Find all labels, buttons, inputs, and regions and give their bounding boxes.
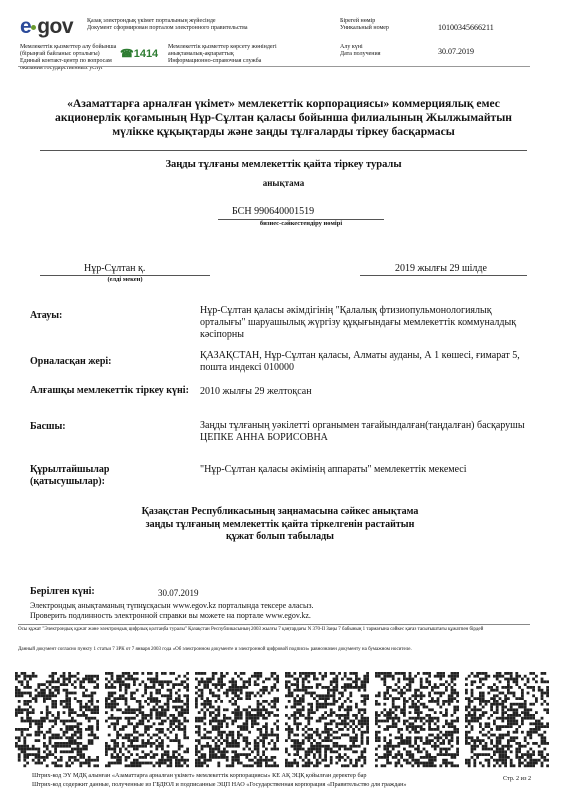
law-text-ru: Данный документ согласно пункту 1 статьи 7 ЗРК от 7 января 2003 года «Об электронном документе и электронной цифровой подписи» равнозначен документу на бумажном носителе. — [18, 647, 412, 652]
contact-center-text: Мемлекеттік қызметтер алу бойынша (бірыңғай байланыс орталығы) Единый контакт-центр по вопросам оказания государственных услуг — [20, 44, 117, 71]
header-divider — [18, 66, 530, 67]
barcode-note-ru: Штрих-код содержит данные, полученные из ГБДЮЛ и подписанные ЭЦП НАО «Государственная корпорация «Правительство для граждан» — [32, 781, 407, 788]
founders-label: Құрылтайшылар (қатысушылар): — [30, 464, 110, 487]
qr-code-4 — [285, 672, 369, 767]
doc-title-2: анықтама — [262, 178, 305, 188]
qr-code-6 — [465, 672, 549, 767]
first-reg-label: Алғашқы мемлекеттік тіркеу күні: — [30, 385, 189, 396]
receive-date: 30.07.2019 — [438, 47, 474, 56]
name-value: Нұр-Сұлтан қаласы әкімдігінің "Қалалық фтизиопульмонологиялық орталығы" шаруашылық жүргізу құқығындағы мемлекеттік коммуналдық кәсіпорны — [200, 305, 517, 340]
title-divider — [40, 150, 527, 151]
info-service-text: Мемлекеттік қызметтер көрсету жөніндегі анықтамалық-ақпараттық Информационно-справочная служба — [168, 44, 277, 64]
head-value: Заңды тұлғаның уәкілетті органымен тағайындалған(таңдалған) басқарушы ЦЕПКЕ АННА БОРИСОВНА — [200, 420, 525, 443]
qr-code-2 — [105, 672, 189, 767]
confirmation-text: Қазақстан Республикасының заңнамасына сәйкес анықтама заңды тұлғаның мемлекеттік қайта тіркелгенін растайтын құжат болып табылады — [141, 506, 419, 542]
qr-code-1 — [15, 672, 99, 767]
location-value: ҚАЗАҚСТАН, Нұр-Сұлтан қаласы, Алматы ауданы, А 1 көшесі, ғимарат 5, пошта индексі 010000 — [200, 350, 520, 373]
founders-value: "Нұр-Сұлтан қаласы әкімінің аппараты" мемлекеттік мекемесі — [200, 464, 467, 475]
head-label: Басшы: — [30, 421, 66, 432]
bin: БСН 990640001519 — [232, 206, 315, 217]
given-date: 30.07.2019 — [158, 588, 199, 598]
check-text: Электрондық анықтаманың түпнұсқасын www.egov.kz порталында тексере аласыз. Проверить подлинность электронной справки вы можете на портале www.egov.kz. — [30, 601, 314, 620]
place-caption: (елді мекен) — [107, 276, 143, 283]
qr-code-strip — [15, 672, 552, 770]
egov-logo: e gov — [20, 15, 74, 38]
reg-number: 10100345666211 — [438, 23, 494, 32]
issue-date-line — [360, 275, 527, 276]
qr-code-3 — [195, 672, 279, 767]
portal-text: Қазақ электрондық үкімет порталының жүйесінде Документ сформирован порталом электронного правительства — [87, 18, 248, 31]
date-label: Алу күні Дата получения — [340, 44, 381, 57]
reg-number-label: Бірегей нөмір Уникальный номер — [340, 18, 389, 31]
page-number: Стр. 2 из 2 — [503, 775, 532, 782]
doc-title-1: Заңды тұлғаны мемлекеттік қайта тіркеу туралы — [165, 159, 402, 170]
location-label: Орналасқан жері: — [30, 356, 112, 367]
footer-divider — [18, 624, 530, 625]
name-label: Атауы: — [30, 310, 63, 321]
given-label: Берілген күні: — [30, 586, 95, 597]
place: Нұр-Сұлтан қ. — [84, 263, 146, 274]
qr-code-5 — [375, 672, 459, 767]
barcode-note-kz: Штрих-код ЭҮ МДҚ алынған «Азаматтарға арналған үкімет» мемлекеттік корпорациясы» КЕ АҚ ЭЦҚ қойылған деректер бар — [32, 772, 367, 779]
bin-caption: бизнес-сәйкестендіру нөмірі — [259, 220, 343, 227]
authority-title: «Азаматтарға арналған үкімет» мемлекеттік корпорациясы» коммерциялық емес акционерлік қоғамының Нұр-Сұлтан қаласы бойынша филиалының Жылжымайтын мүлікке құқықтарды және заңды тұлғаларды тіркеу басқармасы — [55, 97, 512, 138]
law-text-kz: Осы құжат "Электрондық құжат және электрондық цифрлық қолтаңба туралы" Қазақстан Республикасының 2003 жылғы 7 қаңтардағы N 370-II Заңы 7 бабының 1 тармағына сәйкес қағаз тасығыштағы құжатпен бірдей — [18, 627, 484, 632]
phone-number: ☎1414 — [120, 48, 159, 60]
issue-date: 2019 жылғы 29 шілде — [395, 263, 487, 274]
first-reg-value: 2010 жылғы 29 желтоқсан — [200, 386, 312, 397]
